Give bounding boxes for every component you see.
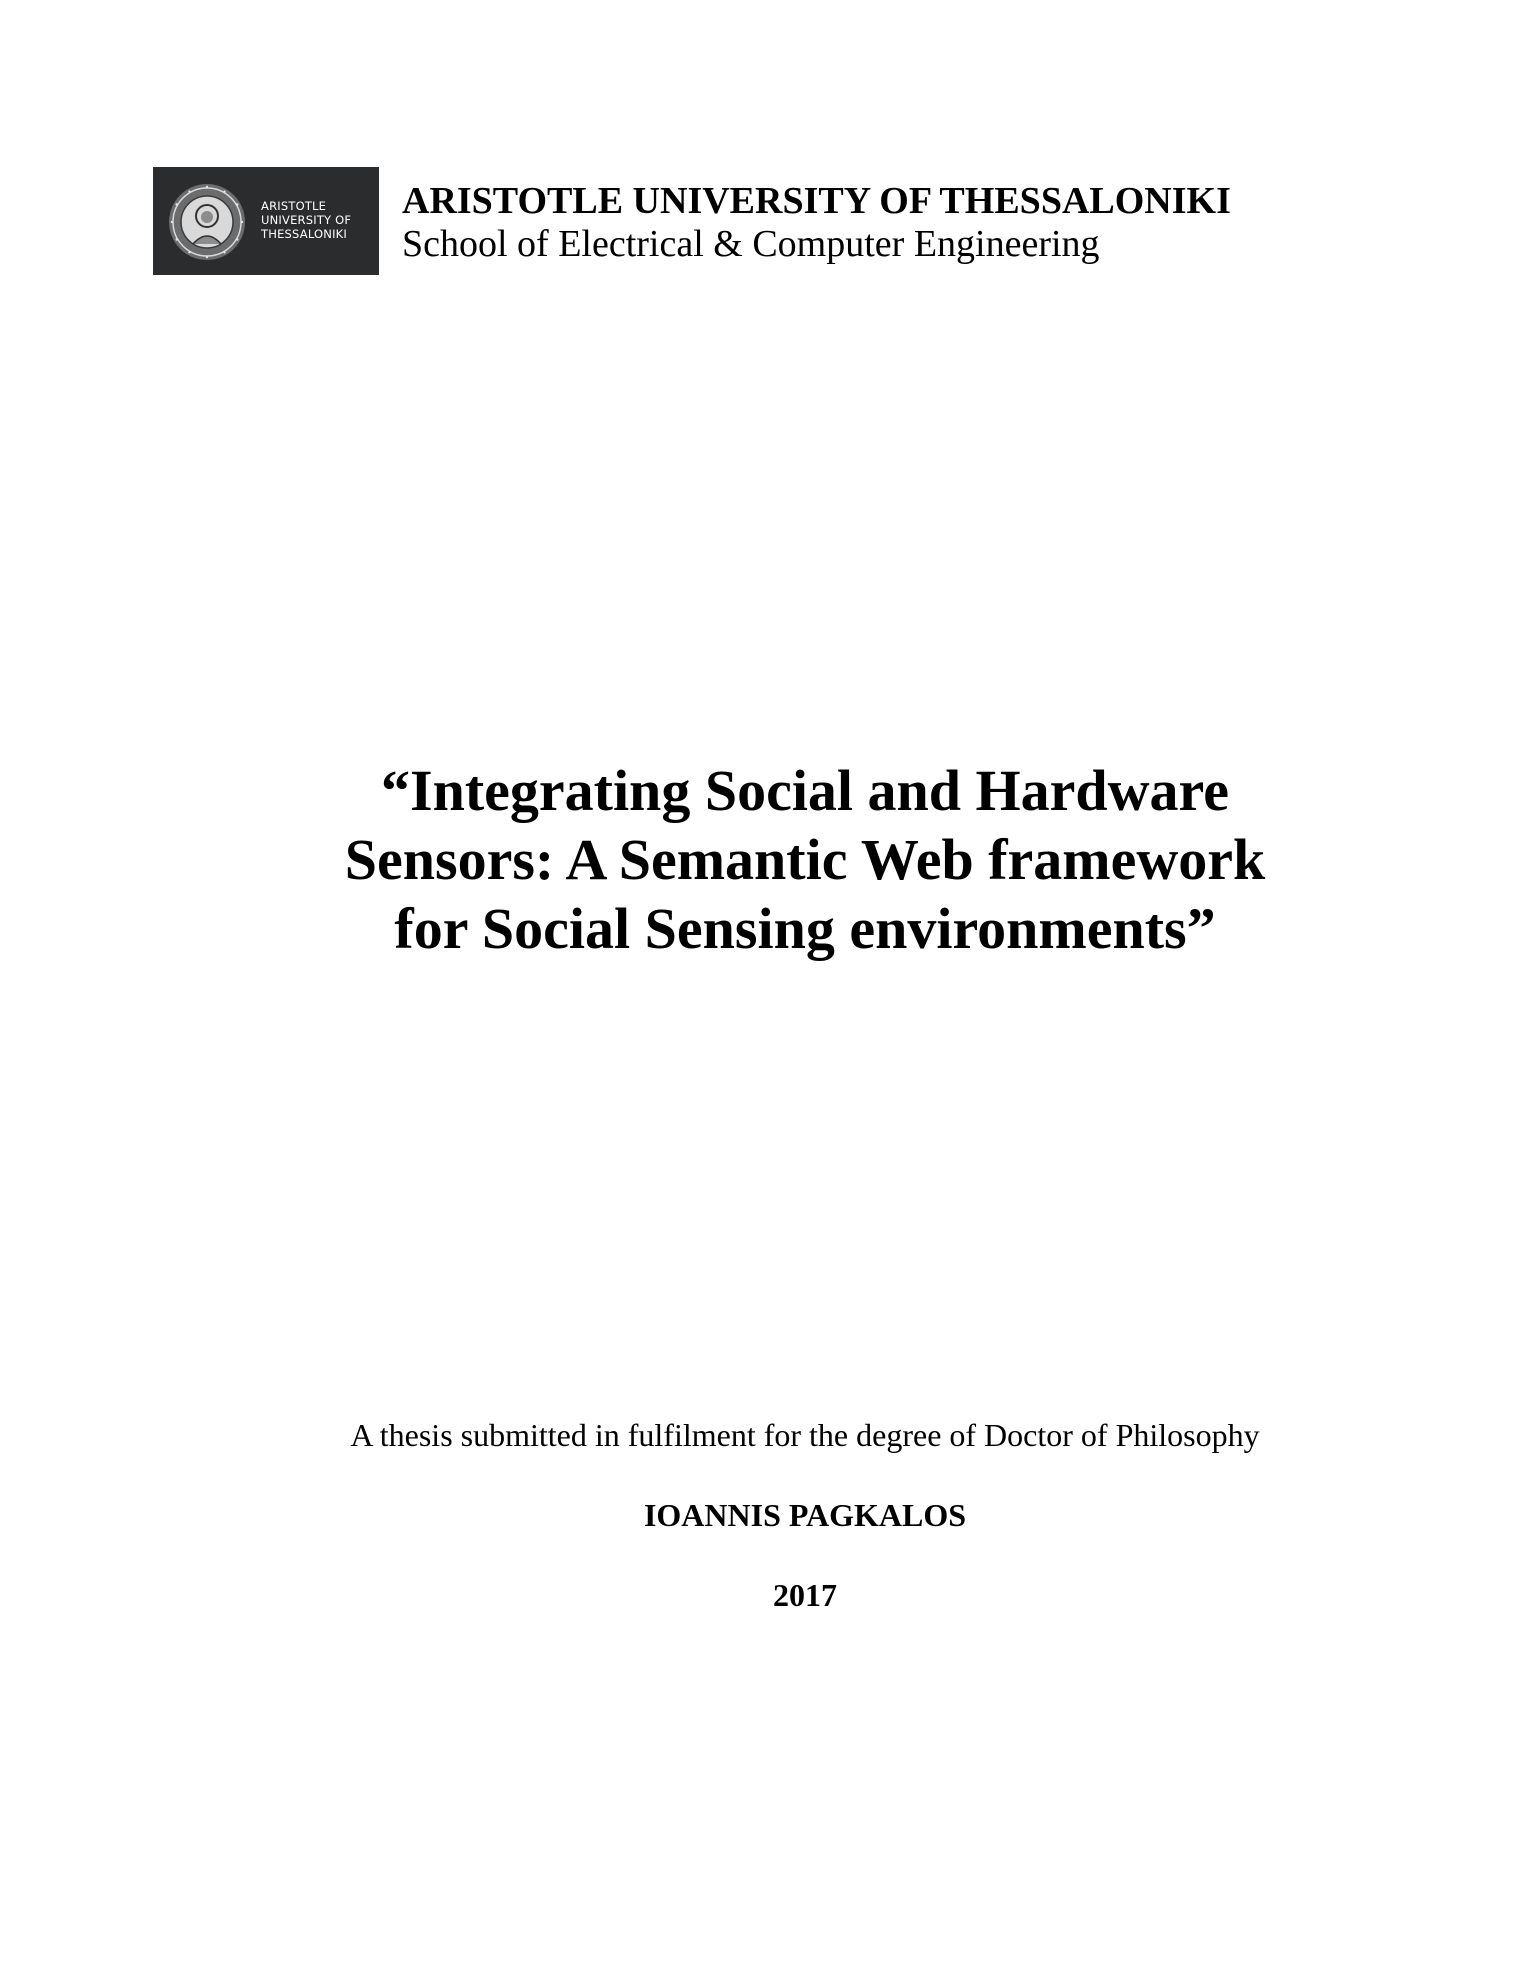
logo-text-line: UNIVERSITY OF: [261, 213, 352, 227]
thesis-title-line: for Social Sensing environments”: [394, 896, 1216, 961]
header: [153, 167, 1383, 277]
year: 2017: [773, 1577, 837, 1613]
submission-statement: A thesis submitted in fulfilment for the degree of Doctor of Philosophy: [350, 1417, 1260, 1453]
school-name: School of Electrical & Computer Engineering: [402, 223, 1100, 265]
author-name: IOANNIS PAGKALOS: [643, 1497, 967, 1533]
logo-text-line: ARISTOTLE: [261, 199, 327, 213]
university-name: ARISTOTLE UNIVERSITY OF THESSALONIKI: [402, 180, 1231, 222]
thesis-title-line: Sensors: A Semantic Web framework: [344, 827, 1266, 892]
logo-text: [261, 199, 376, 241]
thesis-title: [240, 756, 1370, 963]
logo-text-line: THESSALONIKI: [261, 227, 347, 241]
university-logo: [153, 167, 379, 275]
thesis-title-line: “Integrating Social and Hardware: [381, 758, 1229, 823]
university-seal-icon: [167, 182, 247, 262]
